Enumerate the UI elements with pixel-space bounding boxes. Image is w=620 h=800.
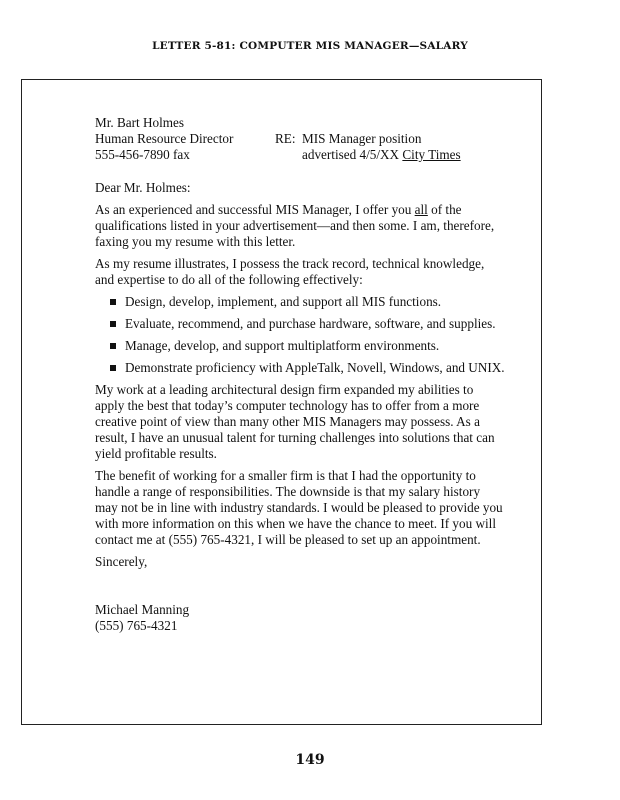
salutation: Dear Mr. Holmes:: [95, 180, 191, 195]
signature-space: [95, 576, 505, 602]
paragraph-1-emphasis: all: [414, 202, 428, 217]
bullet-list: [95, 294, 505, 376]
signature-phone: (555) 765-4321: [95, 618, 178, 633]
list-item-text: Demonstrate proficiency with AppleTalk, Novell, Windows, and UNIX.: [125, 360, 505, 375]
list-item-text: Design, develop, implement, and support all MIS functions.: [125, 294, 442, 309]
reference-line1: MIS Manager position: [302, 131, 422, 146]
reference-line2-prefix: advertised 4/5/XX: [302, 147, 403, 162]
recipient-name: Mr. Bart Holmes: [95, 115, 185, 130]
signature-name: Michael Manning: [95, 602, 190, 617]
reference-label: RE:: [275, 131, 296, 146]
list-item: [95, 294, 505, 310]
list-item: [95, 316, 505, 332]
square-bullet-icon: [110, 365, 116, 371]
list-item: [95, 338, 505, 354]
square-bullet-icon: [110, 321, 116, 327]
page-number: 149: [295, 752, 325, 768]
reference-line2: [302, 147, 461, 163]
recipient-fax: 555-456-7890 fax: [95, 147, 190, 162]
square-bullet-icon: [110, 343, 116, 349]
paragraph-3: My work at a leading architectural design firm expanded my abilities to apply the best that today’s computer technology has to offer from a more creative point of view than many other MIS Managers may possess. As a result, I have an unusual talent for turning challenges into solutions that can yield profitable results.: [95, 382, 495, 461]
list-item-text: Evaluate, recommend, and purchase hardware, software, and supplies.: [125, 316, 496, 331]
square-bullet-icon: [110, 299, 116, 305]
paragraph-4: The benefit of working for a smaller firm is that I had the opportunity to handle a range of responsibilities. The downside is that my salary history may not be in line with industry standards. I would be pleased to provide you with more information on this when we have the chance to meet. If you will contact me at (555) 765-4321, I will be pleased to set up an appointment.: [95, 468, 503, 547]
paragraph-1-after: of the qualifications listed in your advertisement—and then some. I am, therefore, faxing you my resume with this letter.: [95, 202, 495, 249]
reference-publication: City Times: [402, 147, 461, 162]
page-header-title: LETTER 5-81: COMPUTER MIS MANAGER—SALARY: [152, 40, 468, 52]
recipient-block: [95, 115, 275, 163]
list-item-text: Manage, develop, and support multiplatform environments.: [125, 338, 440, 353]
letter-body: [95, 115, 505, 634]
paragraph-1: [95, 202, 505, 250]
paragraph-1-before: As an experienced and successful MIS Manager, I offer you: [95, 202, 415, 217]
closing: Sincerely,: [95, 554, 148, 569]
reference-block: [275, 115, 461, 163]
list-item: [95, 360, 505, 376]
recipient-title: Human Resource Director: [95, 131, 234, 146]
address-block: [95, 115, 505, 163]
paragraph-2: As my resume illustrates, I possess the track record, technical knowledge, and expertise to do all of the following effectively:: [95, 256, 485, 287]
